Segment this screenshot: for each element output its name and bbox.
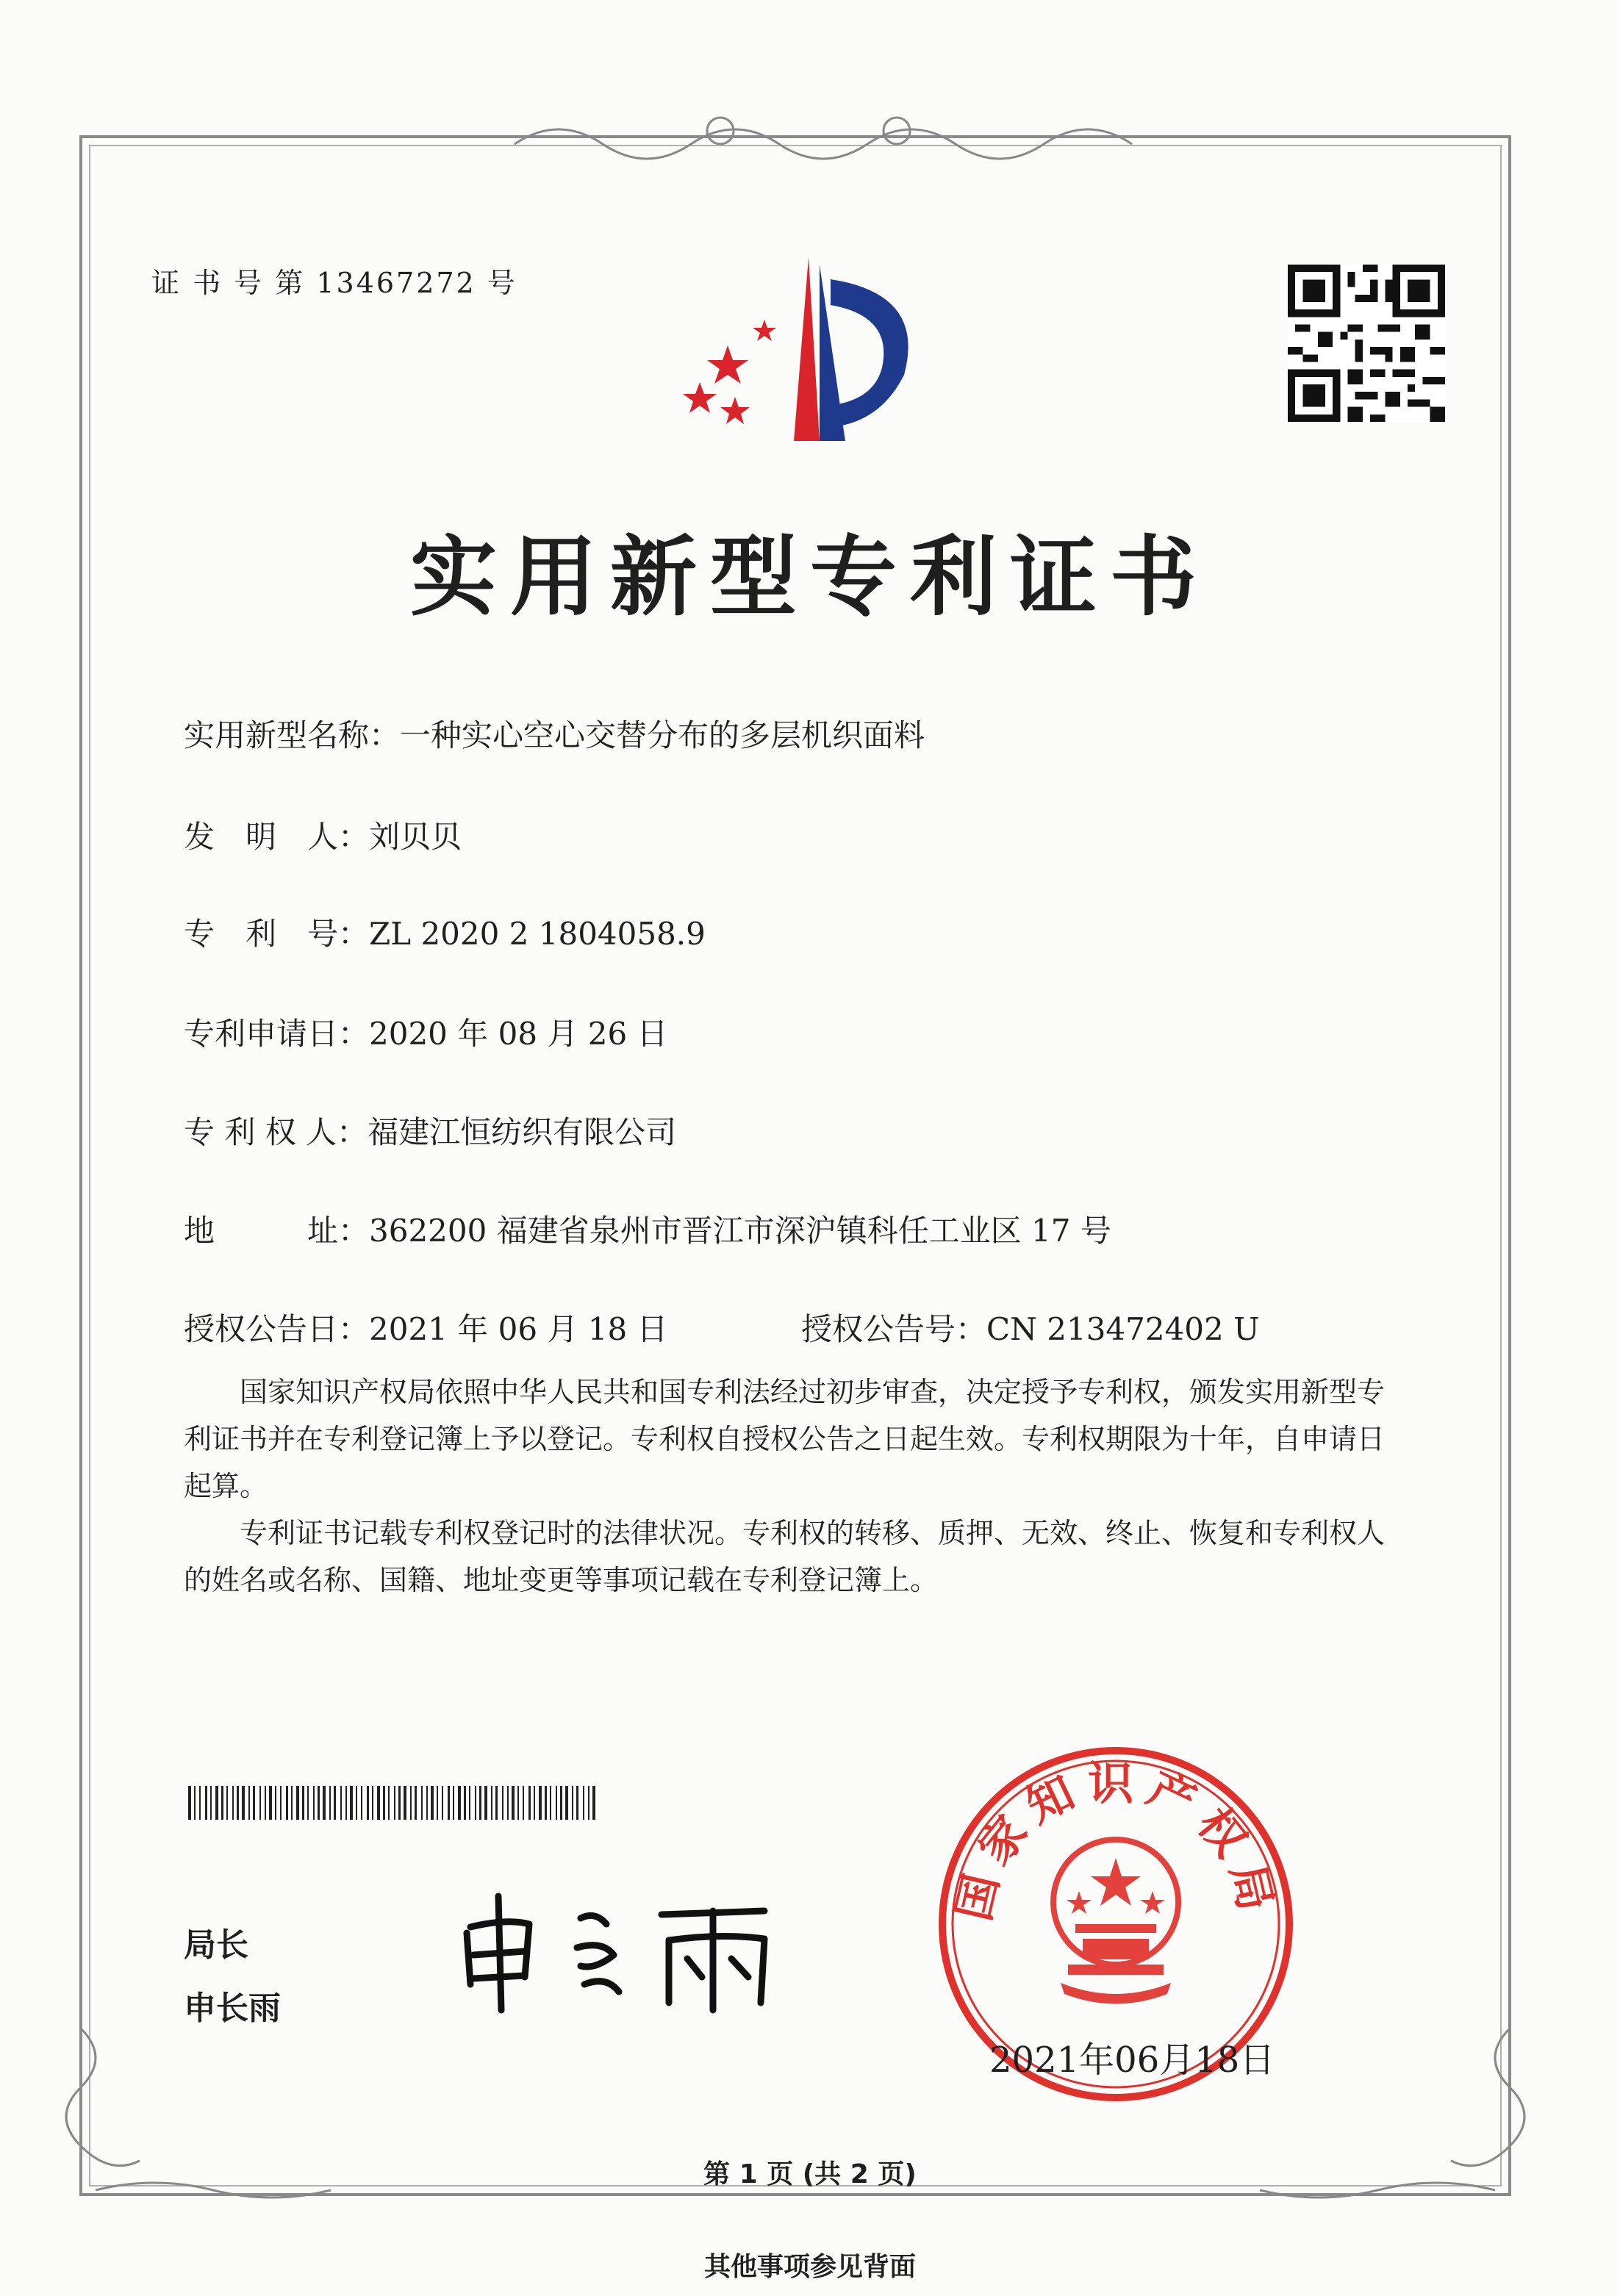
barcode-bar bbox=[502, 1786, 503, 1820]
barcode-bar bbox=[323, 1786, 326, 1820]
barcode-bar bbox=[517, 1786, 519, 1820]
director-signature bbox=[448, 1881, 801, 2021]
barcode-bar bbox=[507, 1786, 509, 1820]
barcode-bar bbox=[426, 1786, 428, 1820]
barcode-bar bbox=[286, 1786, 288, 1820]
field-patent-number bbox=[184, 910, 706, 954]
barcode-bar bbox=[442, 1786, 443, 1820]
barcode-bar bbox=[232, 1786, 234, 1820]
barcode-bar bbox=[248, 1786, 250, 1820]
barcode-bar bbox=[388, 1786, 390, 1820]
barcode-bar bbox=[291, 1786, 293, 1820]
director-title: 局长 bbox=[184, 1926, 248, 1964]
field-value: 福建江恒纺织有限公司 bbox=[368, 1114, 677, 1150]
barcode-bar bbox=[469, 1786, 470, 1820]
barcode-bar bbox=[556, 1786, 557, 1820]
barcode-bar bbox=[458, 1786, 461, 1820]
barcode-bar bbox=[205, 1786, 207, 1820]
barcode-bar bbox=[340, 1786, 342, 1820]
field-label: 授权公告日： bbox=[184, 1311, 370, 1347]
barcode-bar bbox=[345, 1786, 347, 1820]
cnipa-logo bbox=[662, 250, 941, 456]
field-label: 授权公告号： bbox=[801, 1311, 987, 1347]
barcode-bar bbox=[523, 1786, 524, 1820]
qr-code bbox=[1288, 265, 1445, 422]
barcode-bar bbox=[194, 1786, 196, 1820]
barcode-bar bbox=[242, 1786, 245, 1820]
barcode-bar bbox=[307, 1786, 309, 1820]
barcode-bar bbox=[560, 1786, 562, 1820]
barcode-bar bbox=[398, 1786, 401, 1820]
barcode-bar bbox=[565, 1786, 568, 1820]
barcode-bar bbox=[280, 1786, 282, 1820]
barcode-bar bbox=[421, 1786, 423, 1820]
barcode-bar bbox=[350, 1786, 353, 1820]
certificate-body bbox=[184, 1368, 1404, 1604]
field-label: 专 利 号： bbox=[184, 916, 370, 952]
barcode-bar bbox=[269, 1786, 272, 1820]
barcode-bar bbox=[361, 1786, 362, 1820]
barcode-bar bbox=[367, 1786, 369, 1820]
barcode-bar bbox=[226, 1786, 228, 1820]
barcode-bar bbox=[302, 1786, 304, 1820]
barcode-bar bbox=[188, 1786, 191, 1820]
barcode-bar bbox=[495, 1786, 498, 1820]
barcode-bar bbox=[512, 1786, 515, 1820]
barcode-bar bbox=[592, 1786, 595, 1820]
barcode-bar bbox=[377, 1786, 380, 1820]
barcode-bar bbox=[221, 1786, 223, 1820]
barcode-bar bbox=[576, 1786, 578, 1820]
barcode-bar bbox=[415, 1786, 417, 1820]
field-grant-number bbox=[801, 1305, 1260, 1349]
field-grant-date bbox=[184, 1305, 668, 1349]
barcode-bar bbox=[296, 1786, 299, 1820]
field-patentee bbox=[184, 1108, 676, 1152]
barcode-bar bbox=[329, 1786, 331, 1820]
barcode-bar bbox=[550, 1786, 551, 1820]
barcode-bar bbox=[313, 1786, 315, 1820]
barcode-bar bbox=[383, 1786, 385, 1820]
barcode-bar bbox=[356, 1786, 357, 1820]
barcode-bar bbox=[588, 1786, 589, 1820]
barcode-bar bbox=[528, 1786, 531, 1820]
barcode-bar bbox=[534, 1786, 535, 1820]
barcode-bar bbox=[484, 1786, 487, 1820]
body-paragraph: 专利证书记载专利权登记时的法律状况。专利权的转移、质押、无效、终止、恢复和专利权人的姓名或名称、国籍、地址变更等事项记载在专利登记簿上。 bbox=[184, 1517, 1386, 1596]
barcode-bar bbox=[265, 1786, 266, 1820]
body-paragraph: 国家知识产权局依照中华人民共和国专利法经过初步审查，决定授予专利权，颁发实用新型专利证书并在专利登记簿上予以登记。专利权自授权公告之日起生效。专利权期限为十年，自申请日起算。 bbox=[184, 1376, 1386, 1502]
footer-note: 其他事项参见背面 bbox=[703, 2252, 916, 2282]
barcode-bar bbox=[448, 1786, 450, 1820]
barcode-bar bbox=[479, 1786, 481, 1820]
seal-text: 国家知识产权局 bbox=[946, 1757, 1286, 1926]
barcode-bar bbox=[237, 1786, 239, 1820]
barcode-bar bbox=[475, 1786, 476, 1820]
field-value: 刘贝贝 bbox=[369, 819, 462, 855]
field-label: 专 利 权 人： bbox=[184, 1114, 368, 1150]
barcode-bar bbox=[572, 1786, 573, 1820]
barcode-bar bbox=[215, 1786, 218, 1820]
barcode-bar bbox=[583, 1786, 584, 1820]
barcode-bar bbox=[431, 1786, 434, 1820]
barcode-bar bbox=[545, 1786, 547, 1820]
barcode-bar bbox=[318, 1786, 320, 1820]
field-value: 2021 年 06 月 18 日 bbox=[369, 1311, 668, 1347]
barcode-bar bbox=[275, 1786, 276, 1820]
field-value: CN 213472402 U bbox=[986, 1311, 1260, 1347]
field-value: ZL 2020 2 1804058.9 bbox=[369, 916, 706, 952]
barcode-bar bbox=[437, 1786, 438, 1820]
seal-date: 2021年06月18日 bbox=[989, 2040, 1275, 2081]
barcode-bar bbox=[410, 1786, 412, 1820]
barcode-bar bbox=[491, 1786, 492, 1820]
field-value: 一种实心空心交替分布的多层机织面料 bbox=[400, 717, 925, 753]
barcode-bar bbox=[404, 1786, 406, 1820]
field-value: 2020 年 08 月 26 日 bbox=[369, 1016, 668, 1052]
field-label: 专利申请日： bbox=[184, 1016, 370, 1052]
barcode-bar bbox=[334, 1786, 336, 1820]
barcode bbox=[188, 1786, 600, 1823]
barcode-bar bbox=[253, 1786, 255, 1820]
field-application-date bbox=[184, 1010, 668, 1054]
certificate-number: 证 书 号 第 13467272 号 bbox=[151, 267, 517, 299]
field-inventor bbox=[184, 813, 462, 857]
field-utility-model-name bbox=[184, 711, 925, 756]
barcode-bar bbox=[394, 1786, 395, 1820]
director-name: 申长雨 bbox=[184, 1990, 281, 2027]
barcode-bar bbox=[259, 1786, 261, 1820]
barcode-bar bbox=[372, 1786, 373, 1820]
barcode-bar bbox=[464, 1786, 466, 1820]
field-value: 362200 福建省泉州市晋江市深沪镇科任工业区 17 号 bbox=[369, 1213, 1111, 1249]
page-number: 第 1 页 (共 2 页) bbox=[703, 2159, 917, 2189]
barcode-bar bbox=[539, 1786, 542, 1820]
field-label: 发 明 人： bbox=[184, 819, 370, 855]
field-label: 实用新型名称： bbox=[184, 717, 401, 753]
field-label: 地 址： bbox=[184, 1213, 370, 1249]
certificate-title: 实用新型专利证书 bbox=[409, 526, 1210, 628]
barcode-bar bbox=[210, 1786, 212, 1820]
field-address bbox=[184, 1207, 1111, 1251]
barcode-bar bbox=[199, 1786, 201, 1820]
barcode-bar bbox=[453, 1786, 454, 1820]
